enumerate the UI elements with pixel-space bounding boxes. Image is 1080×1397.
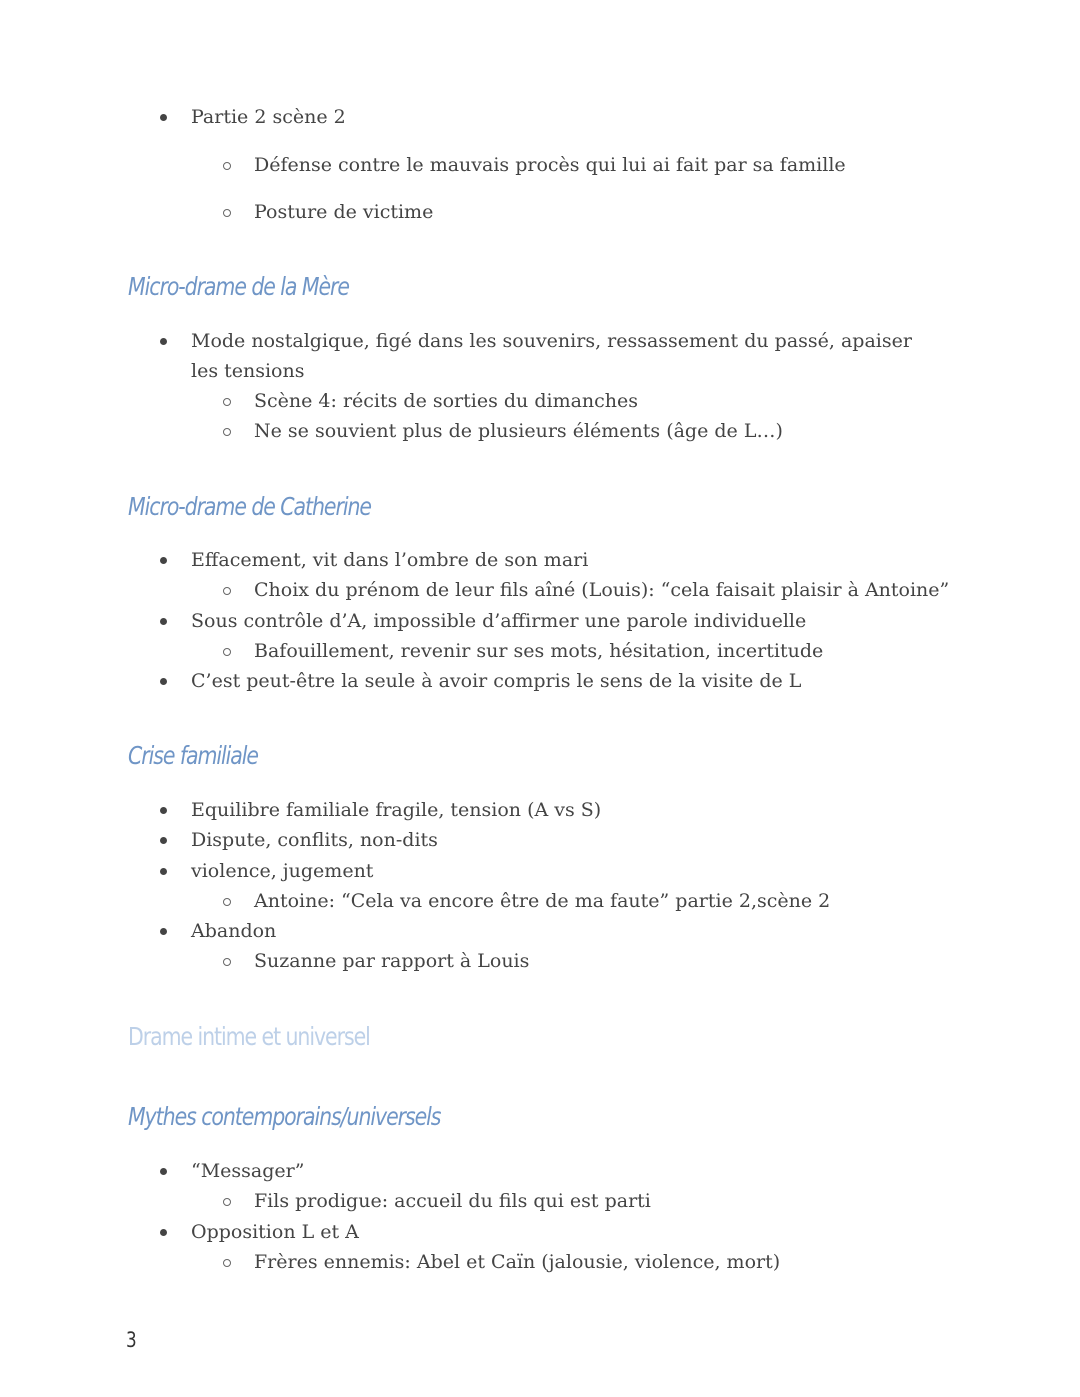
sub-bafouillement: Bafouillement, revenir sur ses mots, hésitation, incertitude bbox=[254, 636, 823, 666]
bullet-abandon: Abandon bbox=[191, 916, 931, 946]
bullet-partie-2: Partie 2 scène 2 bbox=[191, 102, 931, 132]
sub-posture: Posture de victime bbox=[254, 197, 433, 227]
bullet-dispute: Dispute, conflits, non-dits bbox=[191, 825, 931, 855]
bullet-mode-nostalgique: Mode nostalgique, figé dans les souvenirs, ressassement du passé, apaiser les tensions bbox=[191, 326, 931, 386]
sub-antoine: Antoine: “Cela va encore être de ma faute” partie 2,scène 2 bbox=[254, 886, 830, 916]
heading-mere: Micro-drame de la Mère bbox=[128, 272, 349, 301]
heading-crise: Crise familiale bbox=[128, 741, 258, 770]
heading-drame: Drame intime et universel bbox=[128, 1022, 370, 1051]
sub-souvient: Ne se souvient plus de plusieurs éléments (âge de L…) bbox=[254, 416, 783, 446]
heading-mythes: Mythes contemporains/universels bbox=[128, 1102, 441, 1131]
bullet-violence: violence, jugement bbox=[191, 856, 931, 886]
bullet-effacement: Effacement, vit dans l’ombre de son mari bbox=[191, 545, 931, 575]
page-number: 3 bbox=[126, 1328, 137, 1352]
sub-suzanne: Suzanne par rapport à Louis bbox=[254, 946, 529, 976]
sub-fils-prodigue: Fils prodigue: accueil du fils qui est parti bbox=[254, 1186, 651, 1216]
sub-choix-prenom: Choix du prénom de leur fils aîné (Louis): “cela faisait plaisir à Antoine” bbox=[254, 575, 949, 605]
sub-scene-4: Scène 4: récits de sorties du dimanches bbox=[254, 386, 638, 416]
bullet-seule: C’est peut-être la seule à avoir compris le sens de la visite de L bbox=[191, 666, 931, 696]
bullet-sous-controle: Sous contrôle d’A, impossible d’affirmer une parole individuelle bbox=[191, 606, 931, 636]
sub-freres-ennemis: Frères ennemis: Abel et Caïn (jalousie, violence, mort) bbox=[254, 1247, 780, 1277]
bullet-messager: “Messager” bbox=[191, 1156, 931, 1186]
bullet-opposition: Opposition L et A bbox=[191, 1217, 931, 1247]
heading-catherine: Micro-drame de Catherine bbox=[128, 492, 371, 521]
bullet-equilibre: Equilibre familiale fragile, tension (A vs S) bbox=[191, 795, 931, 825]
sub-defense: Défense contre le mauvais procès qui lui ai fait par sa famille bbox=[254, 150, 846, 180]
